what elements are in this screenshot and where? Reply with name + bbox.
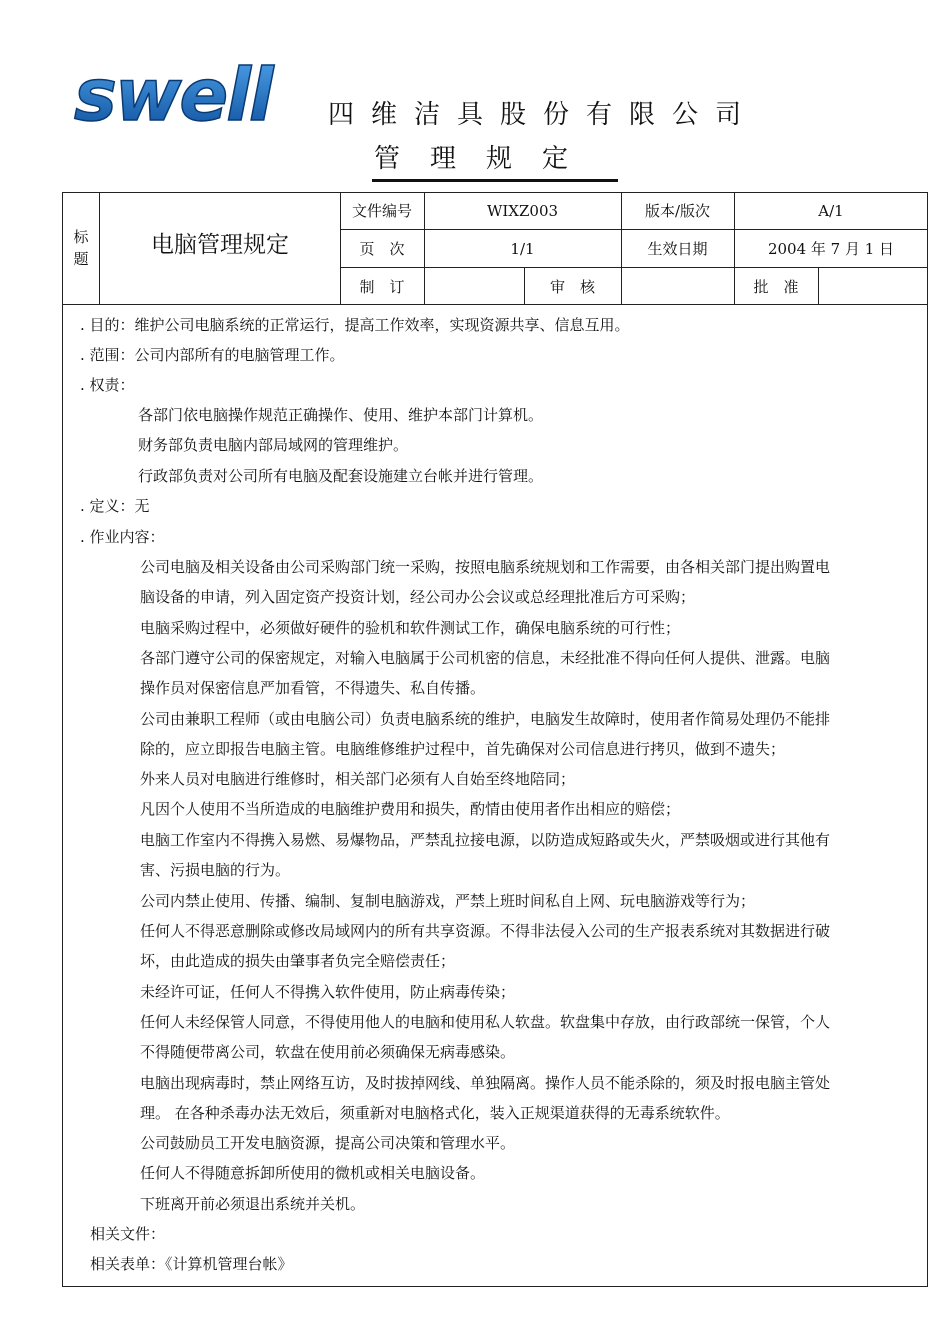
work-line: 公司内禁止使用、传播、编制、复制电脑游戏，严禁上班时间私自上网、玩电脑游戏等行为； [140, 892, 756, 910]
work-line: 电脑出现病毒时，禁止网络互访，及时拔掉网线、单独隔离。操作人员不能杀除的，须及时报电脑主管处 [140, 1074, 831, 1092]
work-line: 电脑工作室内不得携入易燃、易爆物品，严禁乱拉接电源，以防造成短路或失火，严禁吸烟或进行其他有 [140, 831, 831, 849]
work-line: 各部门遵守公司的保密规定，对输入电脑属于公司机密的信息，未经批准不得向任何人提供、泄露。电脑 [140, 649, 831, 667]
file-no-label: 文件编号 [351, 202, 412, 220]
title-side-label: 标 题 [73, 228, 89, 268]
work-line: 脑设备的申请，列入固定资产投资计划，经公司办公会议或总经理批准后方可采购； [140, 588, 696, 606]
work-line: 公司由兼职工程师（或由电脑公司）负责电脑系统的维护，电脑发生故障时，使用者作简易处理仍不能排 [140, 710, 831, 728]
divider [62, 304, 928, 305]
duty-heading: . 权责： [80, 376, 135, 394]
work-line: 任何人不得随意拆卸所使用的微机或相关电脑设备。 [140, 1164, 486, 1182]
work-line: 未经许可证，任何人不得携入软件使用，防止病毒传染； [140, 983, 516, 1001]
work-line: 除的，应立即报告电脑主管。电脑维修维护过程中，首先确保对公司信息进行拷贝，做到不遗失； [140, 740, 786, 758]
work-line: 任何人不得恶意删除或修改局域网内的所有共享资源。不得非法侵入公司的生产报表系统对其数据进行破 [140, 922, 831, 940]
duty-item: 行政部负责对公司所有电脑及配套设施建立台帐并进行管理。 [138, 467, 544, 485]
divider [818, 268, 819, 304]
scope-text: . 范围：公司内部所有的电脑管理工作。 [80, 346, 345, 364]
work-line: 害、污损电脑的行为。 [140, 861, 291, 879]
work-line: 电脑采购过程中，必须做好硬件的验机和软件测试工作，确保电脑系统的可行性； [140, 619, 681, 637]
document-type: 管理规定 [374, 144, 599, 174]
work-line: 任何人未经保管人同意，不得使用他人的电脑和使用私人软盘。软盘集中存放，由行政部统一保管，个人 [140, 1013, 831, 1031]
purpose-text: . 目的：维护公司电脑系统的正常运行，提高工作效率，实现资源共享、信息互用。 [80, 316, 630, 334]
svg-text:swell: swell [74, 62, 272, 130]
duty-item: 各部门依电脑操作规范正确操作、使用、维护本部门计算机。 [138, 406, 544, 424]
page-value: 1/1 [510, 239, 535, 258]
company-logo [72, 62, 324, 134]
page-label: 页 次 [359, 240, 405, 258]
work-line: 坏，由此造成的损失由肇事者负完全赔偿责任； [140, 952, 456, 970]
effective-date-value: 2004 年 7 月 1 日 [767, 240, 895, 258]
work-line: 理。 在各种杀毒办法无效后，须重新对电脑格式化，装入正规渠道获得的无毒系统软件。 [140, 1104, 730, 1122]
work-line: 操作员对保密信息严加看管，不得遗失、私自传播。 [140, 679, 486, 697]
definition-text: . 定义：无 [80, 497, 150, 515]
work-line: 凡因个人使用不当所造成的电脑维护费用和损失，酌情由使用者作出相应的赔偿； [140, 800, 681, 818]
related-forms: 相关表单：《计算机管理台帐》 [90, 1255, 293, 1273]
work-line: 外来人员对电脑进行维修时，相关部门必须有人自始至终地陪同； [140, 770, 576, 788]
work-heading: . 作业内容： [80, 528, 165, 546]
work-line: 不得随便带离公司，软盘在使用前必须确保无病毒感染。 [140, 1043, 516, 1061]
approve-label: 批 准 [753, 277, 799, 296]
review-label: 审 核 [549, 277, 595, 296]
work-line: 下班离开前必须退出系统并关机。 [140, 1195, 366, 1213]
document-title: 电脑管理规定 [151, 231, 289, 258]
related-docs: 相关文件： [90, 1225, 166, 1243]
duty-item: 财务部负责电脑内部局域网的管理维护。 [138, 436, 409, 454]
title-underline [372, 179, 618, 182]
version-label: 版本/版次 [644, 202, 711, 220]
work-line: 公司鼓励员工开发电脑资源，提高公司决策和管理水平。 [140, 1134, 516, 1152]
file-no-value: WIXZ003 [486, 201, 559, 220]
version-value: A/1 [818, 201, 844, 220]
company-name: 四维洁具股份有限公司 [328, 100, 759, 130]
effective-date-label: 生效日期 [647, 240, 708, 258]
work-line: 公司电脑及相关设备由公司采购部门统一采购，按照电脑系统规划和工作需要，由各相关部门提出购置电 [140, 558, 831, 576]
divider [340, 267, 928, 268]
draft-label: 制 订 [359, 277, 405, 296]
